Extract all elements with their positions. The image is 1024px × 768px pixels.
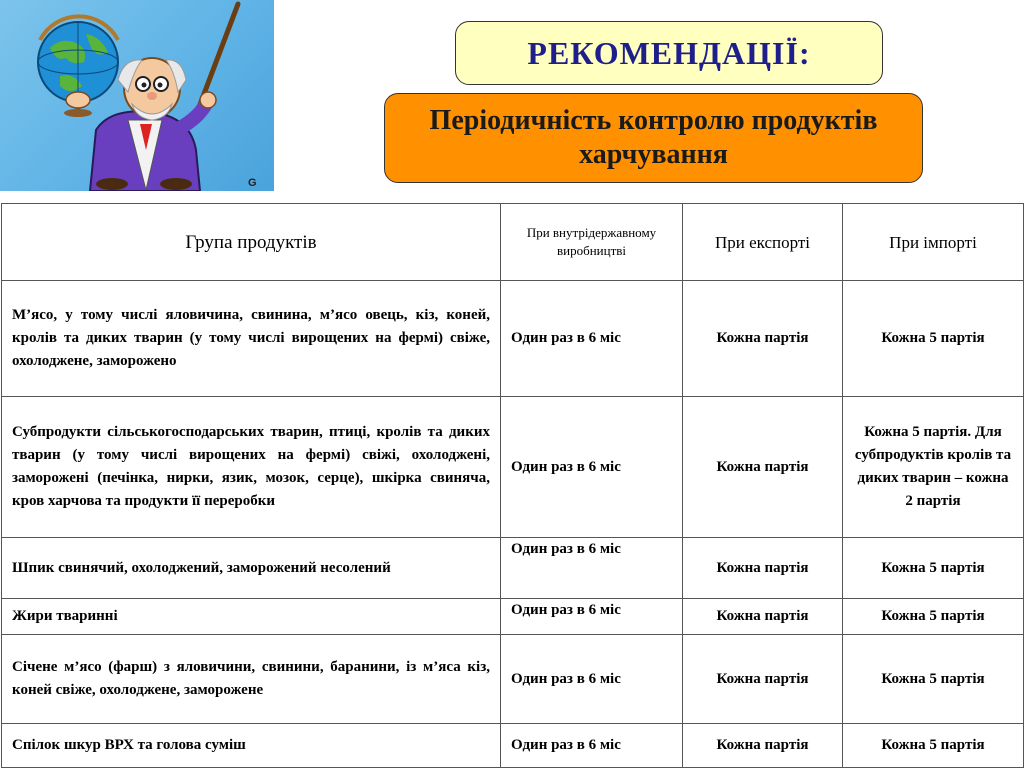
table-row bbox=[2, 599, 1024, 635]
page-title bbox=[455, 21, 883, 85]
table-row bbox=[2, 635, 1024, 724]
cell-group: М’ясо, у тому числі яловичина, свинина, м’ясо овець, кіз, коней, кролів та диких тварин (у тому числі вирощених на фермі) свіже, охолоджене, заморожено bbox=[2, 281, 501, 397]
cell-group: Жири тваринні bbox=[2, 599, 501, 635]
cell-domestic: Один раз в 6 міс bbox=[501, 724, 683, 768]
cell-import: Кожна 5 партія bbox=[843, 281, 1024, 397]
cell-domestic: Один раз в 6 міс bbox=[501, 635, 683, 724]
cell-group: Січене м’ясо (фарш) з яловичини, свинини, баранини, із м’яса кіз, коней свіже, охолоджене, заморожене bbox=[2, 635, 501, 724]
cell-group: Шпик свинячий, охолоджений, заморожений несолений bbox=[2, 538, 501, 599]
page-subtitle bbox=[384, 93, 923, 183]
table-row bbox=[2, 397, 1024, 538]
cell-export: Кожна партія bbox=[683, 397, 843, 538]
cell-group: Спілок шкур ВРХ та голова суміш bbox=[2, 724, 501, 768]
cell-export: Кожна партія bbox=[683, 724, 843, 768]
cell-domestic: Один раз в 6 міс bbox=[501, 599, 683, 635]
column-header-group: Група продуктів bbox=[2, 204, 501, 281]
cell-import: Кожна 5 партія bbox=[843, 635, 1024, 724]
column-header-import: При імпорті bbox=[843, 204, 1024, 281]
professor-globe-icon bbox=[0, 0, 274, 191]
column-header-domestic: При внутрідержавному виробництві bbox=[501, 204, 683, 281]
table-row bbox=[2, 281, 1024, 397]
cell-import: Кожна 5 партія bbox=[843, 599, 1024, 635]
cell-import: Кожна 5 партія bbox=[843, 724, 1024, 768]
cell-export: Кожна партія bbox=[683, 635, 843, 724]
cell-import: Кожна 5 партія bbox=[843, 538, 1024, 599]
cell-domestic: Один раз в 6 міс bbox=[501, 281, 683, 397]
page-subtitle-text: Періодичність контролю продуктів харчування bbox=[429, 105, 878, 170]
control-periodicity-table bbox=[1, 203, 1024, 768]
table-row bbox=[2, 724, 1024, 768]
cell-export: Кожна партія bbox=[683, 599, 843, 635]
column-header-export: При експорті bbox=[683, 204, 843, 281]
cell-domestic: Один раз в 6 міс bbox=[501, 538, 683, 599]
cell-export: Кожна партія bbox=[683, 538, 843, 599]
page-title-text: РЕКОМЕНДАЦІЇ: bbox=[527, 34, 811, 71]
table-header-row bbox=[2, 204, 1024, 281]
professor-clipart bbox=[0, 0, 274, 191]
cell-domestic: Один раз в 6 міс bbox=[501, 397, 683, 538]
cell-export: Кожна партія bbox=[683, 281, 843, 397]
cell-group: Субпродукти сільськогосподарських тварин, птиці, кролів та диких тварин (у тому числі вирощених на фермі) свіжі, охолоджені, заморожені (печінка, нирки, язик, мозок, серце), шкірка свиняча, кров харчова та продукти її переробки bbox=[2, 397, 501, 538]
cell-import: Кожна 5 партія. Для субпродуктів кролів та диких тварин – кожна 2 партія bbox=[843, 397, 1024, 538]
table-row bbox=[2, 538, 1024, 599]
clipart-badge-text: G bbox=[248, 177, 257, 189]
